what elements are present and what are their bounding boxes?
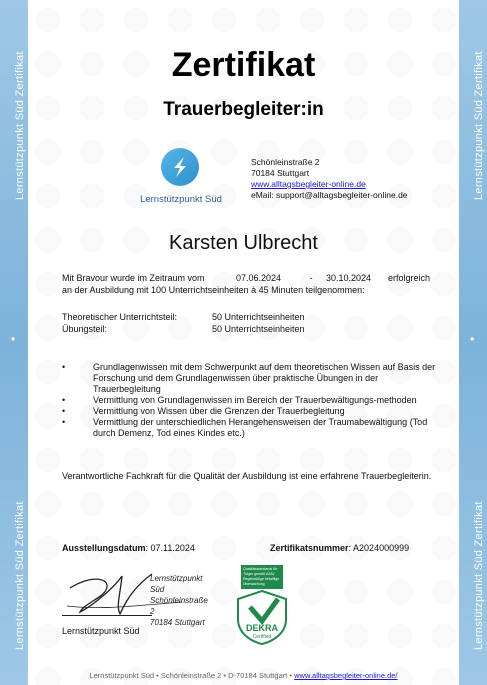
part-row bbox=[62, 323, 305, 335]
side-dot: • bbox=[11, 332, 16, 346]
issue-date: Ausstellungsdatum: 07.11.2024 bbox=[62, 543, 195, 553]
organization-logo bbox=[133, 148, 243, 212]
footer bbox=[28, 671, 459, 680]
footer-text: Lernstützpunkt Süd • Schönleinstraße 2 • D-70184 Stuttgart • bbox=[89, 671, 293, 680]
certificate-subtitle: Trauerbegleiter:in bbox=[163, 99, 324, 120]
dekra-seal bbox=[232, 565, 292, 645]
signatory-name: Lernstützpunkt Süd bbox=[62, 626, 140, 636]
course-parts bbox=[62, 311, 305, 335]
dekra-status: Certified bbox=[252, 634, 272, 640]
left-border-band bbox=[0, 0, 28, 685]
signature-line bbox=[62, 615, 152, 616]
bullet-icon: • bbox=[62, 406, 66, 416]
bullet-icon: • bbox=[62, 362, 66, 372]
certificate-number-label: Zertifikatsnummer bbox=[270, 543, 349, 553]
certificate-page bbox=[28, 0, 459, 685]
dekra-brand: DEKRA bbox=[245, 623, 278, 633]
bullet-icon: • bbox=[62, 395, 66, 405]
side-text: Lernstützpunkt Süd Zertifikat bbox=[473, 51, 485, 200]
list-item: • Vermittlung von Grundlagenwissen im Bereich der Trauerbewältigungs-methoden bbox=[62, 395, 417, 405]
issue-date-label: Ausstellungsdatum bbox=[62, 543, 146, 553]
side-dot: • bbox=[470, 332, 475, 346]
part-row bbox=[62, 311, 305, 323]
bullet-icon: • bbox=[62, 417, 66, 427]
address-email: eMail: support@alltagsbegleiter-online.de bbox=[251, 190, 408, 200]
list-item: • Vermittlung von Wissen über die Grenzen der Trauerbegleitung bbox=[62, 406, 345, 416]
logo-name: Lernstützpunkt Süd bbox=[140, 194, 222, 205]
statement-prefix: Mit Bravour wurde im Zeitraum vom bbox=[62, 273, 205, 283]
certificate-number: Zertifikatsnummer: A2024000999 bbox=[270, 543, 410, 553]
part-value: 50 Unterrichtseinheiten bbox=[212, 312, 305, 322]
footer-website-link[interactable]: www.alltagsbegleiter-online.de/ bbox=[294, 671, 398, 680]
date-from: 07.06.2024 bbox=[236, 273, 282, 283]
s-logo-icon bbox=[161, 148, 199, 186]
completion-statement bbox=[62, 272, 442, 296]
dekra-header: Qualitätsstandards für Träger gemäß AZAV Regelmäßige freiwillige Überwachung bbox=[241, 565, 283, 589]
part-value: 50 Unterrichtseinheiten bbox=[212, 324, 305, 334]
side-text: Lernstützpunkt Süd Zertifikat bbox=[473, 501, 485, 650]
list-item: • Grundlagenwissen mit dem Schwerpunkt auf dem theoretischen Wissen auf Basis der Forschung und dem Grundlagenwissen über praktische Übungen in der Trauerbegleitung bbox=[62, 362, 436, 394]
organization-address bbox=[251, 157, 408, 201]
address-city: 70184 Stuttgart bbox=[251, 168, 310, 178]
date-to: 30.10.2024 bbox=[326, 273, 372, 283]
part-label: Theoretischer Unterrichtsteil: bbox=[62, 312, 178, 322]
address-street: Schönleinstraße 2 bbox=[251, 157, 320, 167]
list-item: • Vermittlung der unterschiedlichen Herangehensweisen der Traumabewältigung (Tod durch Demenz, Tod eines Kindes etc.) bbox=[62, 417, 428, 438]
certificate-title: Zertifikat bbox=[171, 46, 316, 84]
issue-date-value: 07.11.2024 bbox=[150, 543, 195, 553]
stamp: Lernstützpunkt Süd Schönleinstraße 2 70184 Stuttgart bbox=[150, 574, 208, 627]
closing-statement: Verantwortliche Fachkraft für die Qualität der Ausbildung ist eine erfahrene Trauerbegleiterin. bbox=[62, 471, 432, 481]
statement-line2: an der Ausbildung mit 100 Unterrichtseinheiten à 45 Minuten teilgenommen: bbox=[62, 285, 365, 295]
certificate-number-value: A2024000999 bbox=[353, 543, 410, 553]
statement-suffix: erfolgreich bbox=[388, 273, 431, 283]
recipient-name: Karsten Ulbrecht bbox=[169, 232, 318, 254]
right-border-band bbox=[459, 0, 487, 685]
course-content-list bbox=[62, 362, 442, 439]
side-text: Lernstützpunkt Süd Zertifikat bbox=[14, 501, 26, 650]
website-link[interactable]: www.alltagsbegleiter-online.de bbox=[251, 179, 366, 189]
part-label: Übungsteil: bbox=[62, 324, 108, 334]
date-separator: - bbox=[309, 273, 313, 283]
side-text: Lernstützpunkt Süd Zertifikat bbox=[14, 51, 26, 200]
